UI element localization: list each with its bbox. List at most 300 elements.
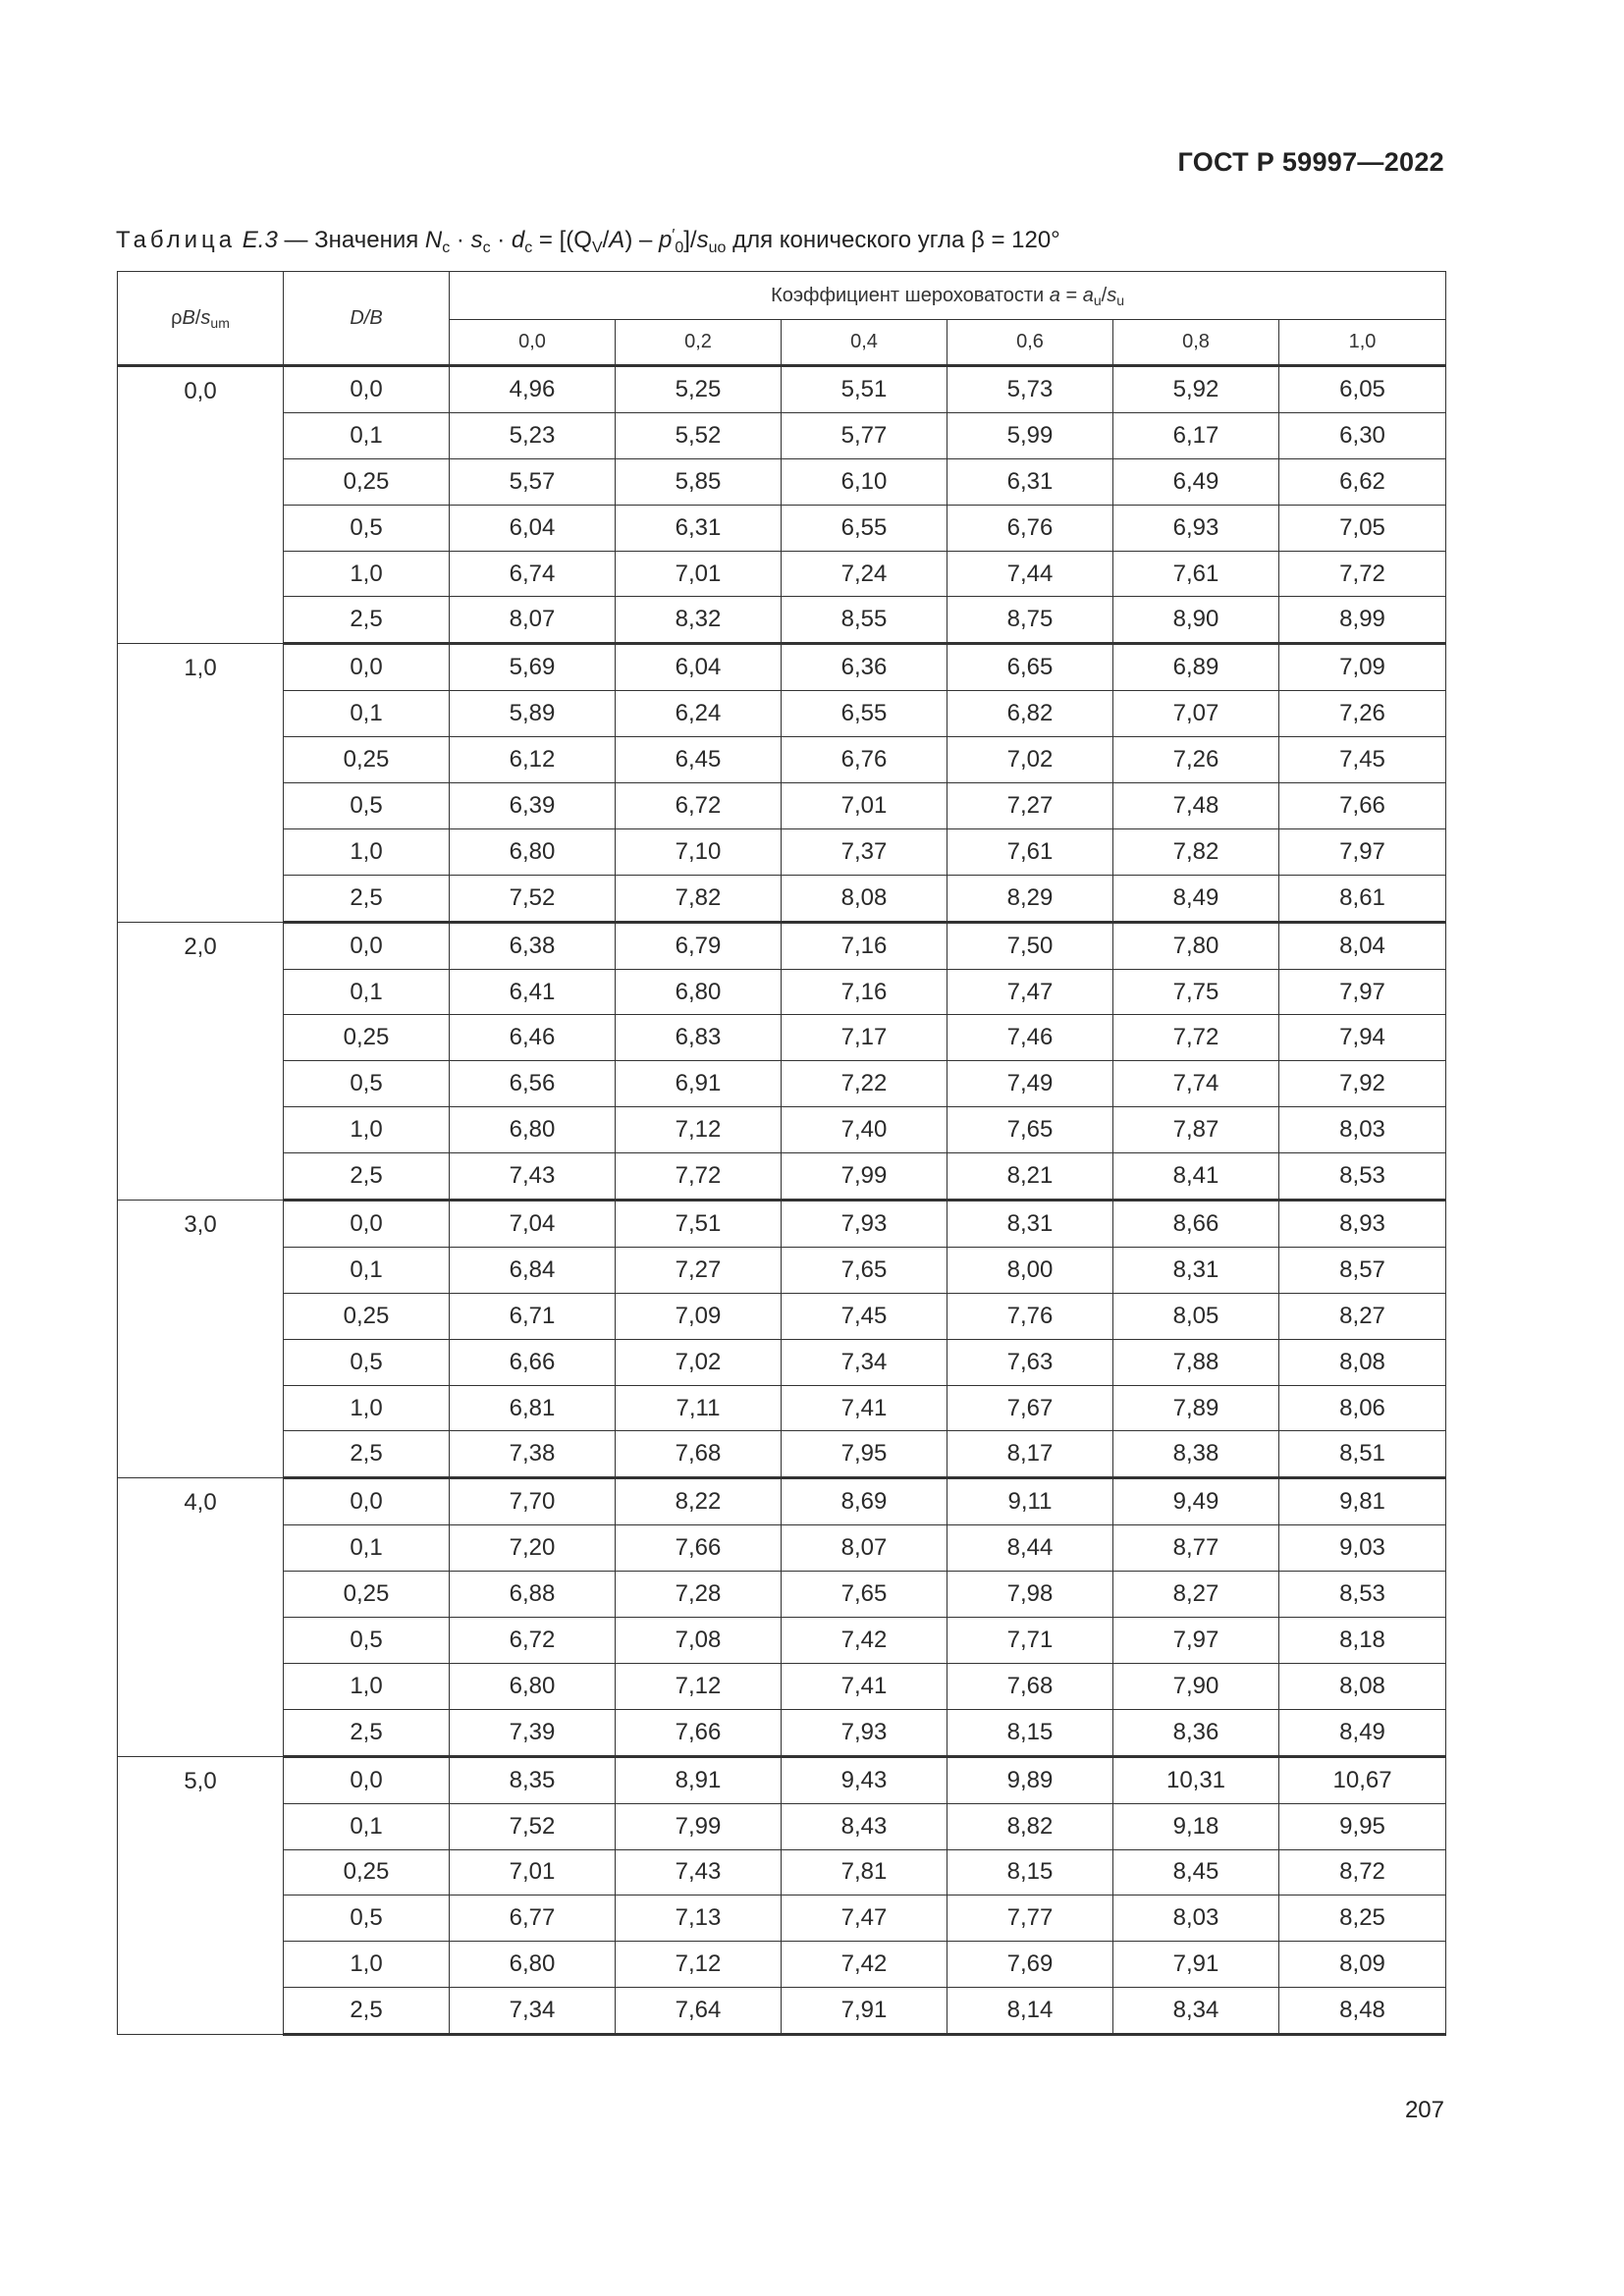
value-cell: 7,45 [782,1293,947,1339]
db-cell: 0,5 [284,783,450,829]
value-cell: 7,40 [782,1107,947,1153]
value-cell: 8,05 [1113,1293,1279,1339]
db-cell: 0,25 [284,1572,450,1618]
table-row [118,366,1446,413]
db-cell: 1,0 [284,1942,450,1988]
table-row [118,875,1446,922]
value-cell: 8,38 [1113,1431,1279,1478]
caption-subscript: c [524,240,533,256]
value-cell: 6,71 [450,1293,616,1339]
value-cell: 8,90 [1113,597,1279,644]
value-cell: 8,77 [1113,1525,1279,1572]
value-cell: 6,31 [616,505,782,551]
value-cell: 6,31 [947,458,1113,505]
value-cell: 8,36 [1113,1709,1279,1756]
value-cell: 7,97 [1113,1618,1279,1664]
header-subscript: um [210,314,230,331]
value-cell: 6,36 [782,644,947,691]
table-row [118,1478,1446,1525]
db-cell: 1,0 [284,1385,450,1431]
value-cell: 7,66 [616,1709,782,1756]
rho-group-cell: 3,0 [118,1201,284,1478]
caption-text: для конического угла β = 120° [726,227,1060,253]
value-cell: 7,47 [947,969,1113,1015]
value-cell: 7,70 [450,1478,616,1525]
value-cell: 8,07 [782,1525,947,1572]
value-cell: 7,82 [616,875,782,922]
db-cell: 0,5 [284,1896,450,1942]
value-cell: 7,95 [782,1431,947,1478]
value-cell: 7,09 [1279,644,1446,691]
value-cell: 6,80 [616,969,782,1015]
caption-symbol: N [424,227,443,253]
value-cell: 5,57 [450,458,616,505]
value-cell: 7,24 [782,551,947,597]
page-number: 207 [1404,2097,1444,2123]
value-cell: 7,99 [782,1153,947,1201]
value-cell: 7,27 [947,783,1113,829]
value-cell: 9,95 [1279,1803,1446,1849]
value-cell: 8,08 [1279,1339,1446,1385]
value-cell: 6,76 [782,737,947,783]
value-cell: 8,61 [1279,875,1446,922]
document-standard-number: ГОСТ Р 59997—2022 [1177,147,1444,177]
value-cell: 7,28 [616,1572,782,1618]
value-cell: 6,91 [616,1061,782,1107]
table-row [118,1988,1446,2035]
value-cell: 8,99 [1279,597,1446,644]
db-cell: 1,0 [284,828,450,875]
value-cell: 7,43 [450,1153,616,1201]
value-cell: 7,11 [616,1385,782,1431]
value-cell: 6,17 [1113,412,1279,458]
value-cell: 7,12 [616,1107,782,1153]
value-cell: 6,80 [450,1942,616,1988]
value-cell: 7,74 [1113,1061,1279,1107]
db-cell: 0,1 [284,969,450,1015]
value-cell: 7,08 [616,1618,782,1664]
value-cell: 6,12 [450,737,616,783]
value-cell: 7,91 [782,1988,947,2035]
value-cell: 6,39 [450,783,616,829]
value-cell: 8,03 [1279,1107,1446,1153]
caption-text: / [602,227,610,253]
header-roughness-coefficient [450,272,1446,320]
value-cell: 9,89 [947,1756,1113,1803]
value-cell: 8,17 [947,1431,1113,1478]
value-cell: 9,49 [1113,1478,1279,1525]
header-a-value: 0,2 [616,320,782,366]
value-cell: 7,09 [616,1293,782,1339]
value-cell: 8,22 [616,1478,782,1525]
value-cell: 5,25 [616,366,782,413]
value-cell: 9,03 [1279,1525,1446,1572]
value-cell: 8,49 [1279,1709,1446,1756]
value-cell: 6,82 [947,691,1113,737]
table-row [118,783,1446,829]
value-cell: 8,51 [1279,1431,1446,1478]
value-cell: 7,42 [782,1618,947,1664]
value-cell: 6,79 [616,922,782,969]
value-cell: 7,88 [1113,1339,1279,1385]
value-cell: 8,03 [1113,1896,1279,1942]
table-row [118,1803,1446,1849]
value-cell: 7,49 [947,1061,1113,1107]
header-rho-b-s-um [118,272,284,366]
value-cell: 6,80 [450,1107,616,1153]
value-cell: 8,35 [450,1756,616,1803]
db-cell: 0,0 [284,922,450,969]
header-symbol: B [182,306,195,329]
header-symbol: D/B [350,306,383,329]
value-cell: 7,42 [782,1942,947,1988]
table-row [118,1756,1446,1803]
value-cell: 8,21 [947,1153,1113,1201]
header-text: Коэффициент шероховатости [771,284,1050,306]
value-cell: 8,45 [1113,1849,1279,1896]
caption-word-table: Таблица [116,227,237,253]
value-cell: 7,04 [450,1201,616,1248]
value-cell: 7,72 [616,1153,782,1201]
db-cell: 0,0 [284,1478,450,1525]
value-cell: 8,53 [1279,1153,1446,1201]
rho-group-cell: 5,0 [118,1756,284,2034]
value-cell: 8,93 [1279,1201,1446,1248]
value-cell: 8,41 [1113,1153,1279,1201]
value-cell: 6,05 [1279,366,1446,413]
value-cell: 7,20 [450,1525,616,1572]
values-table [117,271,1446,2036]
table-row [118,1153,1446,1201]
value-cell: 7,92 [1279,1061,1446,1107]
caption-text: = [(Q [532,227,592,253]
db-cell: 0,0 [284,644,450,691]
value-cell: 8,31 [947,1201,1113,1248]
rho-group-cell: 2,0 [118,922,284,1200]
value-cell: 9,11 [947,1478,1113,1525]
rho-group-cell: 1,0 [118,644,284,922]
value-cell: 6,88 [450,1572,616,1618]
value-cell: 7,12 [616,1942,782,1988]
caption-subscript: c [482,240,491,256]
db-cell: 2,5 [284,1988,450,2035]
value-cell: 7,44 [947,551,1113,597]
value-cell: 8,04 [1279,922,1446,969]
db-cell: 0,25 [284,1293,450,1339]
caption-text: · [490,227,512,253]
value-cell: 8,72 [1279,1849,1446,1896]
table-row [118,1293,1446,1339]
table-row [118,1339,1446,1385]
value-cell: 6,72 [616,783,782,829]
db-cell: 2,5 [284,1709,450,1756]
rho-group-cell: 0,0 [118,366,284,644]
value-cell: 8,66 [1113,1201,1279,1248]
header-text: / [1101,284,1108,306]
value-cell: 7,22 [782,1061,947,1107]
value-cell: 7,61 [1113,551,1279,597]
value-cell: 7,16 [782,969,947,1015]
caption-superscript: ′ [672,227,676,243]
table-row [118,1015,1446,1061]
value-cell: 7,65 [782,1247,947,1293]
value-cell: 7,12 [616,1663,782,1709]
value-cell: 8,31 [1113,1247,1279,1293]
value-cell: 7,07 [1113,691,1279,737]
table-row [118,1385,1446,1431]
caption-table-id: E.3 [242,227,278,253]
value-cell: 7,37 [782,828,947,875]
value-cell: 8,29 [947,875,1113,922]
value-cell: 7,34 [782,1339,947,1385]
value-cell: 7,90 [1113,1663,1279,1709]
table-row [118,1107,1446,1153]
value-cell: 5,23 [450,412,616,458]
caption-subscript: uo [708,240,727,256]
value-cell: 6,62 [1279,458,1446,505]
table-row [118,644,1446,691]
value-cell: 6,74 [450,551,616,597]
value-cell: 8,25 [1279,1896,1446,1942]
value-cell: 8,15 [947,1849,1113,1896]
value-cell: 5,89 [450,691,616,737]
value-cell: 7,10 [616,828,782,875]
header-symbol: s [200,306,211,329]
value-cell: 7,68 [947,1663,1113,1709]
db-cell: 0,5 [284,1339,450,1385]
header-symbol: a [1082,284,1094,306]
value-cell: 6,45 [616,737,782,783]
value-cell: 7,50 [947,922,1113,969]
table-row [118,1618,1446,1664]
value-cell: 7,47 [782,1896,947,1942]
header-a-value: 0,0 [450,320,616,366]
value-cell: 7,43 [616,1849,782,1896]
value-cell: 8,00 [947,1247,1113,1293]
table-row [118,1663,1446,1709]
caption-symbol: p [659,227,673,253]
caption-subscript: c [442,240,451,256]
value-cell: 7,45 [1279,737,1446,783]
caption-symbol: d [511,227,525,253]
value-cell: 7,91 [1113,1942,1279,1988]
value-cell: 7,97 [1279,828,1446,875]
value-cell: 5,69 [450,644,616,691]
value-cell: 7,02 [616,1339,782,1385]
table-row [118,505,1446,551]
db-cell: 0,25 [284,458,450,505]
db-cell: 0,25 [284,1849,450,1896]
value-cell: 6,49 [1113,458,1279,505]
caption-symbol: s [696,227,709,253]
value-cell: 7,01 [782,783,947,829]
value-cell: 9,18 [1113,1803,1279,1849]
value-cell: 7,52 [450,1803,616,1849]
value-cell: 7,13 [616,1896,782,1942]
value-cell: 7,93 [782,1709,947,1756]
value-cell: 8,27 [1113,1572,1279,1618]
value-cell: 8,06 [1279,1385,1446,1431]
caption-text: — Значения [277,227,425,253]
value-cell: 7,41 [782,1663,947,1709]
value-cell: 8,53 [1279,1572,1446,1618]
value-cell: 6,65 [947,644,1113,691]
value-cell: 7,39 [450,1709,616,1756]
value-cell: 7,46 [947,1015,1113,1061]
table-row [118,1849,1446,1896]
header-symbol: / [194,306,201,329]
value-cell: 7,51 [616,1201,782,1248]
value-cell: 6,38 [450,922,616,969]
value-cell: 7,16 [782,922,947,969]
table-row [118,1572,1446,1618]
value-cell: 5,85 [616,458,782,505]
value-cell: 7,65 [947,1107,1113,1153]
value-cell: 7,99 [616,1803,782,1849]
caption-text: ) – [624,227,659,253]
value-cell: 7,76 [947,1293,1113,1339]
value-cell: 7,71 [947,1618,1113,1664]
value-cell: 8,57 [1279,1247,1446,1293]
caption-symbol: s [470,227,483,253]
value-cell: 6,80 [450,828,616,875]
value-cell: 5,51 [782,366,947,413]
value-cell: 8,14 [947,1988,1113,2035]
value-cell: 5,77 [782,412,947,458]
value-cell: 7,26 [1279,691,1446,737]
caption-subscript: V [591,240,603,256]
value-cell: 6,72 [450,1618,616,1664]
value-cell: 4,96 [450,366,616,413]
value-cell: 8,09 [1279,1942,1446,1988]
value-cell: 9,43 [782,1756,947,1803]
value-cell: 8,44 [947,1525,1113,1572]
value-cell: 7,68 [616,1431,782,1478]
db-cell: 0,1 [284,1803,450,1849]
value-cell: 8,75 [947,597,1113,644]
value-cell: 7,48 [1113,783,1279,829]
table-row [118,1896,1446,1942]
value-cell: 6,41 [450,969,616,1015]
table-row [118,1061,1446,1107]
header-a-value: 0,4 [782,320,947,366]
value-cell: 7,97 [1279,969,1446,1015]
table-row [118,828,1446,875]
table-row [118,458,1446,505]
table-row [118,1525,1446,1572]
value-cell: 7,17 [782,1015,947,1061]
value-cell: 7,52 [450,875,616,922]
db-cell: 2,5 [284,1153,450,1201]
value-cell: 6,04 [450,505,616,551]
value-cell: 7,38 [450,1431,616,1478]
table-row [118,691,1446,737]
header-a-value: 0,8 [1113,320,1279,366]
table-row [118,922,1446,969]
value-cell: 7,64 [616,1988,782,2035]
value-cell: 6,81 [450,1385,616,1431]
header-d-b [284,272,450,366]
value-cell: 6,24 [616,691,782,737]
value-cell: 6,30 [1279,412,1446,458]
header-symbol: a [1049,284,1060,306]
value-cell: 9,81 [1279,1478,1446,1525]
header-subscript: u [1093,292,1102,308]
db-cell: 1,0 [284,1663,450,1709]
table-row [118,412,1446,458]
db-cell: 0,0 [284,1756,450,1803]
value-cell: 8,91 [616,1756,782,1803]
table-row [118,1431,1446,1478]
value-cell: 7,67 [947,1385,1113,1431]
header-subscript: u [1116,292,1124,308]
value-cell: 7,66 [616,1525,782,1572]
db-cell: 2,5 [284,1431,450,1478]
value-cell: 6,83 [616,1015,782,1061]
value-cell: 7,94 [1279,1015,1446,1061]
db-cell: 0,1 [284,691,450,737]
db-cell: 0,1 [284,1247,450,1293]
value-cell: 7,75 [1113,969,1279,1015]
caption-text: · [450,227,471,253]
value-cell: 6,77 [450,1896,616,1942]
table-caption [116,227,1060,254]
value-cell: 5,73 [947,366,1113,413]
table-row [118,597,1446,644]
table-row [118,737,1446,783]
db-cell: 0,1 [284,1525,450,1572]
table-row [118,1942,1446,1988]
value-cell: 6,55 [782,691,947,737]
db-cell: 0,5 [284,505,450,551]
value-cell: 7,01 [450,1849,616,1896]
db-cell: 0,25 [284,1015,450,1061]
header-a-value: 0,6 [947,320,1113,366]
db-cell: 0,1 [284,412,450,458]
value-cell: 7,65 [782,1572,947,1618]
db-cell: 0,5 [284,1061,450,1107]
value-cell: 8,69 [782,1478,947,1525]
header-a-value: 1,0 [1279,320,1446,366]
header-text: = [1059,284,1083,306]
table-row [118,551,1446,597]
value-cell: 6,46 [450,1015,616,1061]
value-cell: 8,08 [1279,1663,1446,1709]
value-cell: 6,84 [450,1247,616,1293]
caption-symbol: A [609,227,625,253]
db-cell: 1,0 [284,551,450,597]
value-cell: 7,05 [1279,505,1446,551]
value-cell: 8,08 [782,875,947,922]
table-row [118,1247,1446,1293]
value-cell: 7,87 [1113,1107,1279,1153]
caption-text: ]/ [683,227,697,253]
value-cell: 6,10 [782,458,947,505]
value-cell: 8,15 [947,1709,1113,1756]
value-cell: 7,02 [947,737,1113,783]
value-cell: 8,27 [1279,1293,1446,1339]
db-cell: 2,5 [284,875,450,922]
value-cell: 6,66 [450,1339,616,1385]
value-cell: 8,49 [1113,875,1279,922]
value-cell: 7,27 [616,1247,782,1293]
table-row [118,1201,1446,1248]
caption-subscript: 0 [675,240,684,256]
db-cell: 0,0 [284,366,450,413]
value-cell: 7,93 [782,1201,947,1248]
value-cell: 7,26 [1113,737,1279,783]
db-cell: 0,25 [284,737,450,783]
